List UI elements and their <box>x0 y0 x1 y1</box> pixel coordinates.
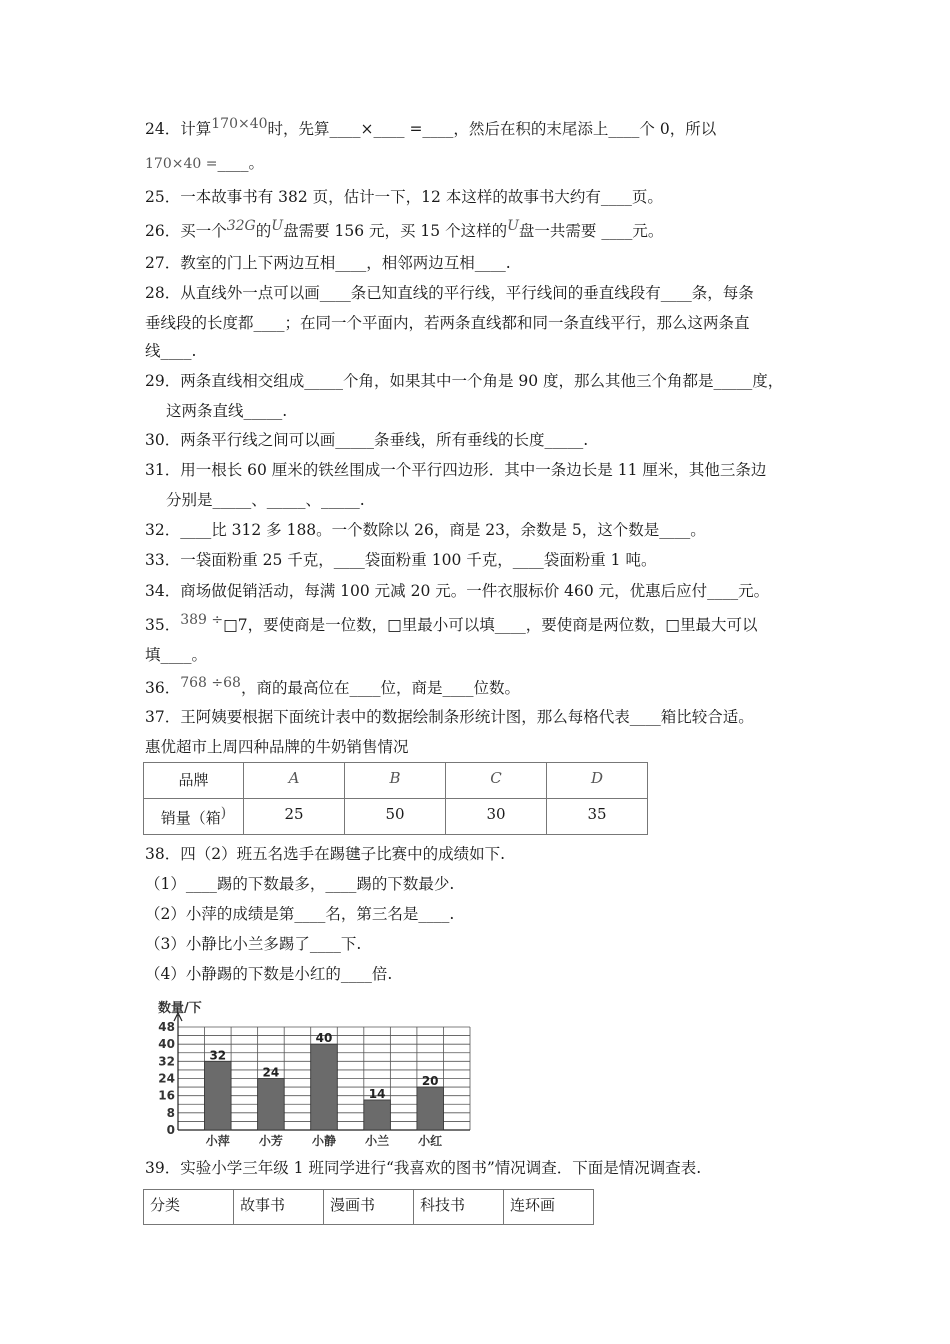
q36-text: ，商的最高位在____位，商是____位数。 <box>240 679 520 697</box>
question-35-line2: 填____。 <box>145 646 208 664</box>
question-36 <box>145 677 520 700</box>
chart-ytick-label: 0 <box>166 1123 175 1137</box>
chart-ytick-label: 48 <box>158 1020 175 1034</box>
question-29-line2: 这两条直线_____. <box>166 402 288 420</box>
question-32: 32．____比 312 多 188。一个数除以 26，商是 23，余数是 5，这个数是____。 <box>145 521 706 539</box>
books-story: 故事书 <box>234 1190 324 1225</box>
question-39: 39．实验小学三年级 1 班同学进行“我喜欢的图书”情况调查．下面是情况调查表. <box>145 1159 702 1177</box>
q26-d: 盘一共需要 ____元。 <box>518 222 664 240</box>
chart-category-label: 小萍 <box>205 1134 230 1148</box>
q24-expression-2: 170×40 = <box>145 156 218 172</box>
question-24 <box>145 118 716 141</box>
question-38-2: （2）小萍的成绩是第____名，第三名是____. <box>145 905 455 923</box>
question-28-line3: 线____. <box>145 342 197 360</box>
chart-bar <box>258 1079 285 1131</box>
brand-header: 品牌 <box>144 763 244 799</box>
question-38: 38．四（2）班五名选手在踢毽子比赛中的成绩如下. <box>145 845 506 863</box>
q35-text: □7，要使商是一位数，□里最小可以填____，要使商是两位数，□里最大可以 <box>223 616 758 634</box>
chart-ytick-label: 32 <box>158 1054 175 1069</box>
q24-expression: 170×40 <box>211 116 268 132</box>
sales-b: 50 <box>345 799 446 835</box>
brand-d: D <box>547 763 648 799</box>
q36-number: 36． <box>145 679 181 697</box>
q24-text: 时，先算____×____ =____，然后在积的末尾添上____个 0，所以 <box>267 120 717 138</box>
chart-category-label: 小芳 <box>258 1134 283 1148</box>
q26-a: 26．买一个 <box>145 222 227 240</box>
brand-c: C <box>446 763 547 799</box>
question-26 <box>145 220 663 243</box>
q26-u2: U <box>507 218 519 234</box>
table-row <box>144 1190 594 1225</box>
question-31-line1: 31．用一根长 60 厘米的铁丝围成一个平行四边形．其中一条边长是 11 厘米，其他三条边 <box>145 461 767 479</box>
question-30: 30．两条平行线之间可以画_____条垂线，所有垂线的长度_____. <box>145 431 589 449</box>
books-survey-table <box>143 1189 594 1225</box>
q36-expression: 768 ÷68 <box>180 675 241 691</box>
chart-category-label: 小静 <box>311 1134 337 1148</box>
sales-label: 销量（箱 <box>160 809 221 827</box>
table-row <box>144 799 648 835</box>
chart-data-label: 40 <box>315 1031 333 1046</box>
sales-a: 25 <box>244 799 345 835</box>
question-28-line2: 垂线段的长度都____；在同一个平面内，若两条直线都和同一条直线平行，那么这两条直 <box>145 314 750 332</box>
q26-u1: U <box>271 218 284 234</box>
question-27: 27．教室的门上下两边互相____，相邻两边互相____. <box>145 254 511 272</box>
question-38-4: （4）小静踢的下数是小红的____倍. <box>145 965 393 983</box>
q35-expression: 389 ÷ <box>180 612 224 628</box>
question-38-3: （3）小静比小兰多踢了____下. <box>145 935 362 953</box>
q26-32g: 32G <box>226 218 256 234</box>
q35-number: 35． <box>145 616 181 634</box>
question-35 <box>145 614 757 637</box>
question-38-1: （1）____踢的下数最多，____踢的下数最少. <box>145 875 455 893</box>
question-37: 37．王阿姨要根据下面统计表中的数据绘制条形统计图，那么每格代表____箱比较合适。 <box>145 708 754 726</box>
books-picture: 连环画 <box>504 1190 594 1225</box>
q26-c: 盘需要 156 元，买 15 个这样的 <box>283 222 508 240</box>
chart-ytick-label: 24 <box>158 1071 175 1086</box>
brand-b: B <box>345 763 446 799</box>
question-29-line1: 29．两条直线相交组成_____个角，如果其中一个角是 90 度，那么其他三个角都是_____度， <box>145 372 784 390</box>
books-category-header: 分类 <box>144 1190 234 1225</box>
chart-ytick-label: 40 <box>158 1037 175 1052</box>
books-comic: 漫画书 <box>324 1190 414 1225</box>
chart-ytick-label: 8 <box>166 1105 175 1120</box>
q24-number: 24． <box>145 120 181 138</box>
brand-a: A <box>244 763 345 799</box>
question-25: 25．一本故事书有 382 页，估计一下，12 本这样的故事书大约有____页。 <box>145 188 663 206</box>
chart-bar <box>364 1100 391 1130</box>
sales-c: 30 <box>446 799 547 835</box>
chart-data-label: 32 <box>209 1048 227 1063</box>
q26-b: 的 <box>255 222 272 240</box>
chart-ylabel: 数量/下 <box>158 1001 202 1016</box>
chart-data-label: 14 <box>368 1086 386 1101</box>
books-science: 科技书 <box>414 1190 504 1225</box>
question-33: 33．一袋面粉重 25 千克，____袋面粉重 100 千克，____袋面粉重 1 吨。 <box>145 551 657 569</box>
chart-bar <box>205 1061 232 1130</box>
chart-ytick-label: 16 <box>158 1088 175 1103</box>
sales-d: 35 <box>547 799 648 835</box>
question-34: 34．商场做促销活动，每满 100 元减 20 元。一件衣服标价 460 元，优惠后应付____元。 <box>145 582 770 600</box>
chart-category-label: 小红 <box>418 1134 443 1148</box>
shuttlecock-bar-chart <box>150 995 480 1150</box>
chart-bar <box>417 1087 444 1130</box>
chart-bar <box>311 1044 338 1130</box>
milk-sales-table <box>143 762 648 835</box>
table-row <box>144 763 648 799</box>
question-24-line2 <box>145 152 264 175</box>
milk-table-title: 惠优超市上周四种品牌的牛奶销售情况 <box>145 738 409 756</box>
chart-category-label: 小兰 <box>365 1134 390 1148</box>
question-28-line1: 28．从直线外一点可以画____条已知直线的平行线，平行线间的垂直线段有____条，每条 <box>145 284 754 302</box>
question-31-line2: 分别是_____、_____、_____. <box>166 491 365 509</box>
chart-data-label: 24 <box>262 1065 280 1080</box>
q24-pre: 计算 <box>180 120 212 138</box>
q24-end: ____。 <box>217 154 264 172</box>
sales-header <box>144 799 244 835</box>
sales-paren: ) <box>220 805 227 821</box>
chart-data-label: 20 <box>421 1074 439 1089</box>
